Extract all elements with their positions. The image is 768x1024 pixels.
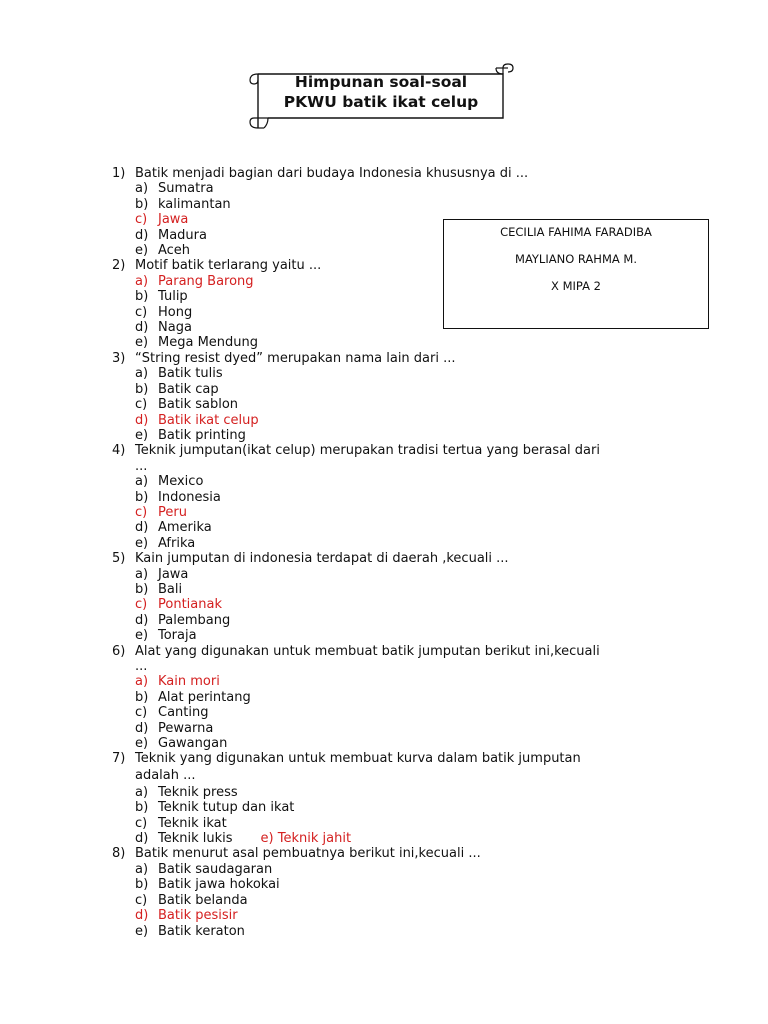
option-letter: a) xyxy=(135,566,149,582)
option-letter: c) xyxy=(135,815,148,831)
option-text: Teknik ikat xyxy=(158,815,227,831)
option-b xyxy=(112,800,692,815)
question-4 xyxy=(112,443,692,551)
option-text: Tulip xyxy=(158,289,188,305)
option-e xyxy=(112,536,692,551)
option-text: Canting xyxy=(158,705,209,721)
question-7 xyxy=(112,751,692,846)
option-a xyxy=(112,181,692,196)
option-text: Batik jawa hokokai xyxy=(158,877,280,893)
title-scroll-banner xyxy=(238,62,518,134)
question-text: Teknik yang digunakan untuk membuat kurva dalam batik jumputan xyxy=(135,751,581,767)
question-5 xyxy=(112,551,692,643)
option-d-correct-answer xyxy=(112,413,692,428)
option-letter: b) xyxy=(135,489,149,505)
option-letter: d) xyxy=(135,412,149,428)
document-title xyxy=(258,72,504,112)
option-letter: b) xyxy=(135,581,149,597)
option-c-correct-answer xyxy=(112,212,692,227)
option-text: Teknik tutup dan ikat xyxy=(158,800,295,816)
question-8 xyxy=(112,846,692,938)
option-text: Indonesia xyxy=(158,489,221,505)
option-text: Jawa xyxy=(158,212,189,228)
option-letter: e) xyxy=(135,736,149,752)
option-letter: d) xyxy=(135,612,149,628)
option-letter: a) xyxy=(135,784,149,800)
option-text: Batik sablon xyxy=(158,397,239,413)
option-text: Toraja xyxy=(158,628,197,644)
option-b xyxy=(112,490,692,505)
option-a-correct-answer xyxy=(112,674,692,689)
option-text: Pewarna xyxy=(158,720,214,736)
option-letter: b) xyxy=(135,381,149,397)
option-c-correct-answer xyxy=(112,505,692,520)
option-letter: b) xyxy=(135,196,149,212)
question-text-continued: ... xyxy=(135,458,148,474)
option-e xyxy=(112,628,692,643)
option-letter: d) xyxy=(135,720,149,736)
question-text: Teknik jumputan(ikat celup) merupakan tradisi tertua yang berasal dari xyxy=(135,443,600,459)
option-text: Alat perintang xyxy=(158,689,251,705)
option-text: Batik saudagaran xyxy=(158,861,273,877)
question-text-continued: adalah ... xyxy=(135,767,196,783)
option-d xyxy=(112,613,692,628)
option-letter: c) xyxy=(135,892,148,908)
option-text: Teknik press xyxy=(158,784,238,800)
option-letter: d) xyxy=(135,320,149,336)
option-a xyxy=(112,366,692,381)
question-6 xyxy=(112,644,692,752)
option-text: Batik tulis xyxy=(158,366,223,382)
option-d xyxy=(112,721,692,736)
option-letter: a) xyxy=(135,273,149,289)
option-c xyxy=(112,397,692,412)
option-letter: c) xyxy=(135,705,148,721)
option-text: Sumatra xyxy=(158,181,214,197)
option-d xyxy=(112,320,692,335)
question-number: 5) xyxy=(112,551,126,567)
option-letter: e) xyxy=(135,628,149,644)
option-text: Batik keraton xyxy=(158,923,245,939)
option-text: Bali xyxy=(158,581,183,597)
option-letter: c) xyxy=(135,397,148,413)
option-letter: e) xyxy=(135,427,149,443)
option-letter: e) xyxy=(135,335,149,351)
option-d xyxy=(112,520,692,535)
option-a xyxy=(112,785,692,800)
option-c xyxy=(112,816,692,831)
question-1 xyxy=(112,166,692,258)
option-letter: c) xyxy=(135,597,148,613)
option-text: Mexico xyxy=(158,474,204,490)
option-text: Batik printing xyxy=(158,427,246,443)
question-text: Kain jumputan di indonesia terdapat di daerah ,kecuali ... xyxy=(135,551,509,567)
option-b xyxy=(112,289,692,304)
option-b xyxy=(112,877,692,892)
option-letter: d) xyxy=(135,520,149,536)
question-number: 2) xyxy=(112,258,126,274)
option-text: Gawangan xyxy=(158,736,228,752)
option-letter: b) xyxy=(135,800,149,816)
option-letter: d) xyxy=(135,831,149,847)
option-text: kalimantan xyxy=(158,196,231,212)
option-text: Hong xyxy=(158,304,193,320)
option-letter: c) xyxy=(135,212,148,228)
option-letter: e) xyxy=(135,243,149,259)
option-letter: a) xyxy=(135,181,149,197)
option-e xyxy=(112,428,692,443)
option-text: Palembang xyxy=(158,612,231,628)
title-line-1: Himpunan soal-soal xyxy=(294,73,468,91)
question-number: 8) xyxy=(112,846,126,862)
title-line-2: PKWU batik ikat celup xyxy=(283,93,479,111)
option-e xyxy=(112,924,692,939)
question-number: 3) xyxy=(112,350,126,366)
option-text: Peru xyxy=(158,504,187,520)
option-d xyxy=(112,831,692,846)
option-b xyxy=(112,582,692,597)
option-c xyxy=(112,705,692,720)
question-number: 4) xyxy=(112,443,126,459)
option-letter: e) xyxy=(135,535,149,551)
option-letter: a) xyxy=(135,366,149,382)
option-a xyxy=(112,567,692,582)
option-d xyxy=(112,228,692,243)
option-text: Batik pesisir xyxy=(158,908,238,924)
option-letter: c) xyxy=(135,504,148,520)
question-text: Motif batik terlarang yaitu ... xyxy=(135,258,322,274)
option-text: Batik belanda xyxy=(158,892,248,908)
question-2 xyxy=(112,258,692,350)
question-number: 7) xyxy=(112,751,126,767)
question-list xyxy=(112,166,692,939)
student-name-2: MAYLIANO RAHMA M. xyxy=(515,252,637,266)
option-letter: a) xyxy=(135,474,149,490)
student-name-1: CECILIA FAHIMA FARADIBA xyxy=(500,225,652,239)
option-text: Jawa xyxy=(158,566,189,582)
question-text: Batik menjadi bagian dari budaya Indonesia khususnya di ... xyxy=(135,166,529,181)
option-letter: b) xyxy=(135,289,149,305)
option-e xyxy=(112,736,692,751)
option-letter: b) xyxy=(135,877,149,893)
question-number: 6) xyxy=(112,643,126,659)
option-letter: e) xyxy=(135,923,149,939)
option-text: Kain mori xyxy=(158,674,220,690)
question-text: Batik menurut asal pembuatnya berikut ini,kecuali ... xyxy=(135,846,481,862)
option-letter: c) xyxy=(135,304,148,320)
option-text: Teknik lukis xyxy=(158,831,233,847)
option-text: Aceh xyxy=(158,243,191,259)
option-text: Afrika xyxy=(158,535,196,551)
option-c xyxy=(112,893,692,908)
question-text-continued: ... xyxy=(135,659,148,674)
option-text: Naga xyxy=(158,320,192,336)
option-letter: a) xyxy=(135,861,149,877)
option-a-correct-answer xyxy=(112,274,692,289)
option-b xyxy=(112,197,692,212)
student-class: X MIPA 2 xyxy=(551,279,601,293)
question-text: Alat yang digunakan untuk membuat batik jumputan berikut ini,kecuali xyxy=(135,643,600,659)
option-b xyxy=(112,382,692,397)
option-e-correct-answer: e) Teknik jahit xyxy=(260,831,352,847)
option-a xyxy=(112,862,692,877)
option-letter: a) xyxy=(135,674,149,690)
option-b xyxy=(112,690,692,705)
option-text: Batik cap xyxy=(158,381,219,397)
option-letter: b) xyxy=(135,689,149,705)
option-letter: d) xyxy=(135,227,149,243)
option-d-correct-answer xyxy=(112,908,692,923)
question-3 xyxy=(112,351,692,443)
option-e xyxy=(112,243,692,258)
option-letter: d) xyxy=(135,908,149,924)
option-text: Parang Barong xyxy=(158,273,254,289)
question-number: 1) xyxy=(112,166,126,181)
option-text: Amerika xyxy=(158,520,212,536)
option-text: Mega Mendung xyxy=(158,335,259,351)
option-a xyxy=(112,474,692,489)
option-c xyxy=(112,305,692,320)
option-text: Pontianak xyxy=(158,597,222,613)
option-c-correct-answer xyxy=(112,597,692,612)
option-text: Madura xyxy=(158,227,207,243)
option-text: Batik ikat celup xyxy=(158,412,259,428)
option-e xyxy=(112,335,692,350)
question-text: “String resist dyed” merupakan nama lain dari ... xyxy=(135,350,456,366)
